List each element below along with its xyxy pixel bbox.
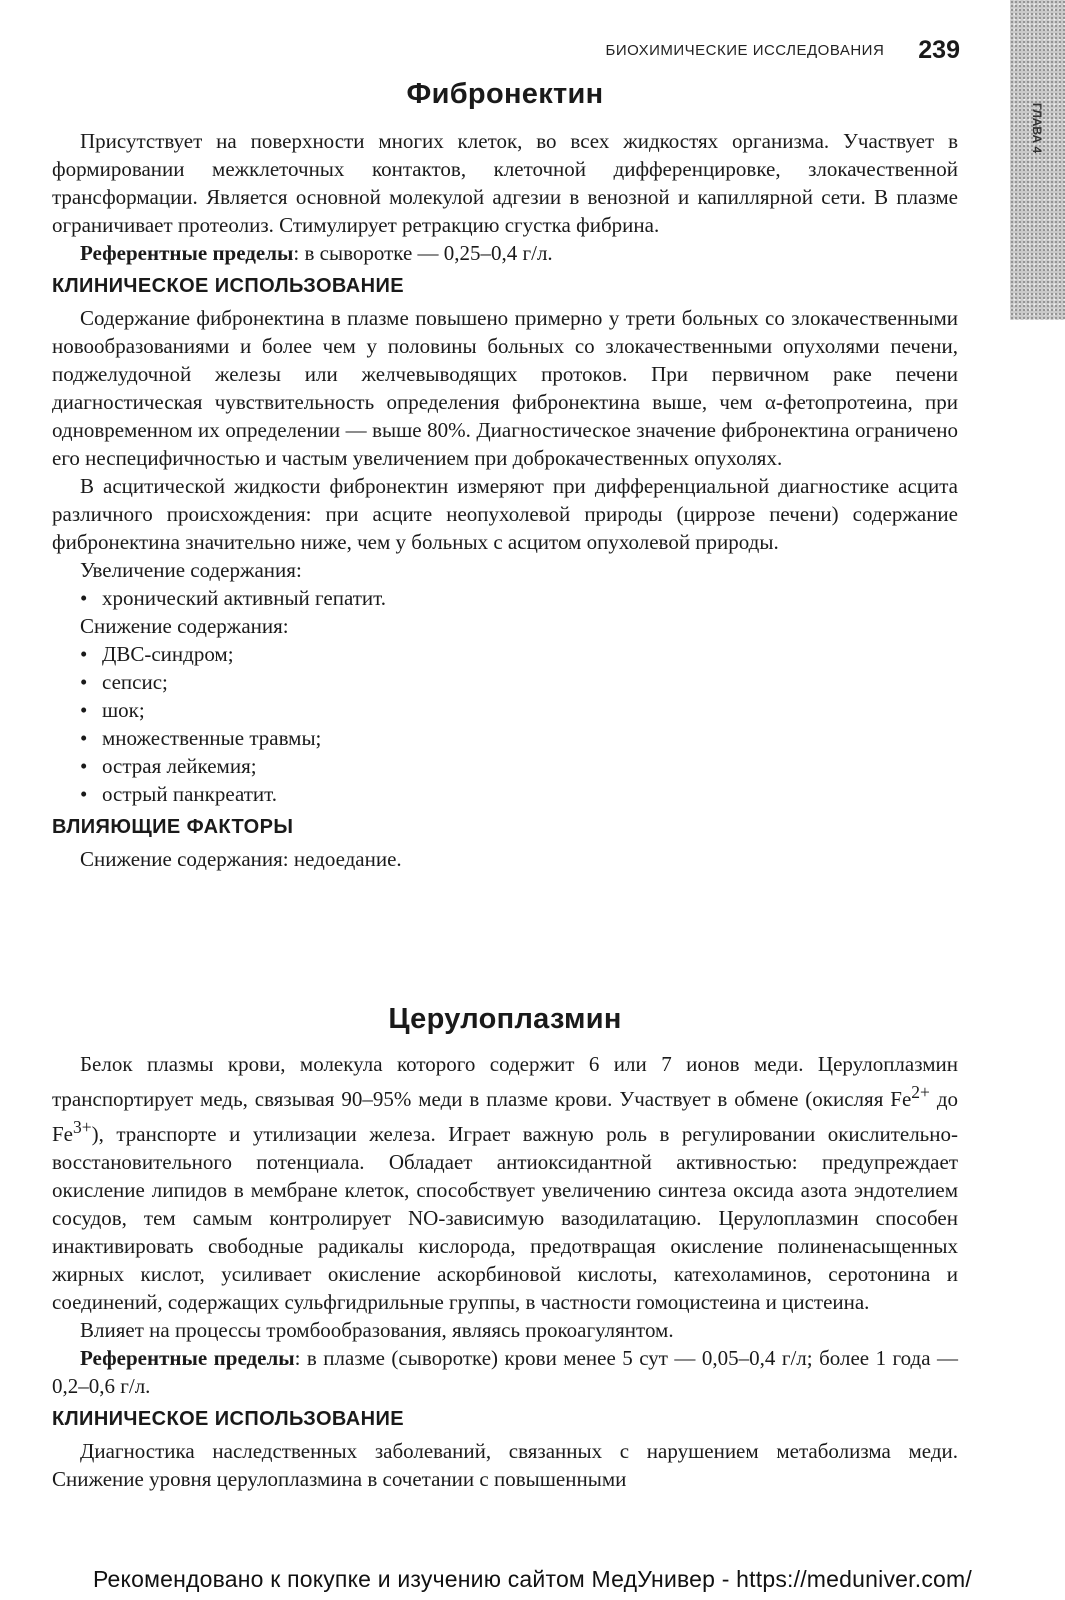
section-title-fibronectin: Фибронектин <box>406 78 604 110</box>
list-item: • шок; <box>80 698 145 722</box>
ceruloplasmin-intro: Белок плазмы крови, молекула которого содержит 6 или 7 ионов меди. Церулоплазмин транспортирует медь, связывая 90–95% меди в плазме крови. Участвует в обмене (окисляя $Fe^{2+}$ до $Fe^{3+}$), транспорте и утилизации железа. Играет важную роль в регулировании окислительно-восстановительного потенциала. Обладает антиоксидантной активностью: предупреждает окисление липидов в мембране клеток, способствует увеличению синтеза оксида азота эндотелием сосудов, тем самым контролирует NO-зависимую вазодилатацию. Церулоплазмин способен инактивировать свободные радикалы кислорода, предотвращая окисление полиненасыщенных жирных кислот, усиливает окисление аскорбиновой кислоты, катехоламинов, серотонина и соединений, содержащих сульфгидрильные группы, в частности гомоцистеина и цистеина. <box>52 1052 959 1314</box>
increase-label: Увеличение содержания: <box>80 558 302 582</box>
fibronectin-section <box>52 78 958 873</box>
reference-value: : в плазме (сыворотке) крови менее 5 сут — 0,05–0,4 г/л; более 1 года — 0,2–0,6 г/л. <box>52 1346 958 1398</box>
watermark-link[interactable]: Рекомендовано к покупке и изучению сайтом МедУнивер - https://meduniver.com/ <box>0 1566 1065 1593</box>
list-item: • острый панкреатит. <box>80 782 277 806</box>
reference-label: Референтные пределы <box>80 1346 295 1370</box>
section-title-ceruloplasmin: Церулоплазмин <box>388 1003 622 1035</box>
superscript: 3+ <box>73 1117 92 1137</box>
reference-value: : в сыворотке — 0,25–0,4 г/л. <box>293 241 553 265</box>
ceruloplasmin-paragraph: Влияет на процессы тромбообразования, являясь прокоагулянтом. <box>80 1318 674 1342</box>
list-item: • сепсис; <box>80 670 168 694</box>
chapter-side-tab-label: ГЛАВА 4 <box>1030 102 1044 154</box>
decrease-list <box>52 640 958 808</box>
reference-label: Референтные пределы <box>80 241 294 265</box>
ceruloplasmin-reference-range <box>52 1344 958 1400</box>
increase-list <box>52 584 958 612</box>
clinical-paragraph: В асцитической жидкости фибронектин измеряют при дифференциальной диагностике асцита различного происхождения: при асците неопухолевой природы (циррозе печени) содержание фибронектина значительно ниже, чем у больных с асцитом опухолевой природы. <box>52 474 958 554</box>
ceruloplasmin-section <box>52 1003 958 1493</box>
list-item: • хронический активный гепатит. <box>80 586 386 610</box>
clinical-paragraph: Содержание фибронектина в плазме повышено примерно у трети больных со злокачественными новообразованиями и более чем у половины больных со злокачественными опухолями печени, поджелудочной железы или желчевыводящих протоков. При первичном раке печени диагностическая чувствительность определения фибронектина выше, чем α-фетопротеина, при одновременном их определении — выше 80%. Диагностическое значение фибронектина ограничено его неспецифичностью и частым увеличением при доброкачественных опухолях. <box>52 306 958 470</box>
fibronectin-reference-range <box>52 239 958 267</box>
clinical-use-heading: КЛИНИЧЕСКОЕ ИСПОЛЬЗОВАНИЕ <box>52 275 404 297</box>
running-title: БИОХИМИЧЕСКИЕ ИССЛЕДОВАНИЯ <box>605 42 885 59</box>
fibronectin-intro: Присутствует на поверхности многих клеток, во всех жидкостях организма. Участвует в формировании межклеточных контактов, клеточной дифференцировке, злокачественной трансформации. Является основной молекулой адгезии в венозной и капиллярной сети. В плазме ограничивает протеолиз. Стимулирует ретракцию сгустка фибрина. <box>52 129 958 237</box>
superscript: 2+ <box>911 1082 930 1102</box>
running-head <box>0 36 960 65</box>
factors-text: Снижение содержания: недоедание. <box>80 847 402 871</box>
factors-heading: ВЛИЯЮЩИЕ ФАКТОРЫ <box>52 816 294 838</box>
page-number: 239 <box>918 36 960 64</box>
clinical-use-heading: КЛИНИЧЕСКОЕ ИСПОЛЬЗОВАНИЕ <box>52 1408 404 1430</box>
decrease-label: Снижение содержания: <box>80 614 289 638</box>
clinical-paragraph: Диагностика наследственных заболеваний, связанных с нарушением метаболизма меди. Снижение уровня церулоплазмина в сочетании с повышенными <box>52 1439 958 1491</box>
list-item: • острая лейкемия; <box>80 754 257 778</box>
list-item: • множественные травмы; <box>80 726 322 750</box>
list-item: • ДВС-синдром; <box>80 642 234 666</box>
